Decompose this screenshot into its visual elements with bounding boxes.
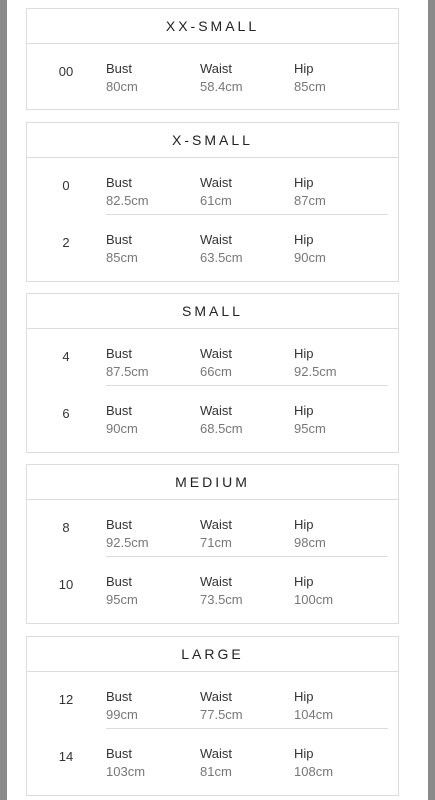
waist-measure bbox=[200, 345, 232, 381]
size-code: 8 bbox=[62, 520, 70, 535]
hip-measure bbox=[294, 402, 326, 438]
bust-label: Bust bbox=[106, 175, 133, 190]
bust-measure bbox=[106, 345, 149, 381]
bust-value: 92.5cm bbox=[106, 535, 149, 550]
hip-label: Hip bbox=[294, 689, 314, 704]
waist-label: Waist bbox=[200, 232, 233, 247]
hip-label: Hip bbox=[294, 61, 314, 76]
left-frame-border bbox=[0, 0, 7, 800]
waist-label: Waist bbox=[200, 746, 233, 761]
size-row bbox=[27, 500, 398, 557]
bust-measure bbox=[106, 573, 138, 609]
waist-value: 66cm bbox=[200, 364, 232, 379]
waist-value: 58.4cm bbox=[200, 79, 243, 94]
bust-measure bbox=[106, 60, 138, 96]
bust-value: 95cm bbox=[106, 592, 138, 607]
waist-value: 61cm bbox=[200, 193, 232, 208]
bust-measure bbox=[106, 231, 138, 267]
waist-label: Waist bbox=[200, 175, 233, 190]
bust-label: Bust bbox=[106, 403, 133, 418]
waist-label: Waist bbox=[200, 61, 233, 76]
size-card-small bbox=[26, 293, 399, 453]
waist-measure bbox=[200, 174, 232, 210]
bust-measure bbox=[106, 174, 149, 210]
waist-label: Waist bbox=[200, 403, 233, 418]
size-code: 4 bbox=[62, 349, 70, 364]
size-code: 0 bbox=[62, 178, 70, 193]
size-card-x-small bbox=[26, 122, 399, 282]
hip-label: Hip bbox=[294, 346, 314, 361]
waist-label: Waist bbox=[200, 689, 233, 704]
bust-measure bbox=[106, 516, 149, 552]
bust-value: 90cm bbox=[106, 421, 138, 436]
size-row bbox=[27, 329, 398, 386]
size-row bbox=[27, 158, 398, 215]
bust-value: 103cm bbox=[106, 764, 146, 779]
size-code: 12 bbox=[58, 692, 74, 707]
waist-label: Waist bbox=[200, 574, 233, 589]
size-code: 14 bbox=[58, 749, 74, 764]
size-row bbox=[27, 44, 398, 101]
size-card-title: SMALL bbox=[27, 294, 398, 329]
size-card-title: XX-SMALL bbox=[27, 9, 398, 44]
size-code: 2 bbox=[62, 235, 70, 250]
hip-value: 85cm bbox=[294, 79, 326, 94]
waist-measure bbox=[200, 573, 243, 609]
size-row bbox=[27, 215, 398, 272]
waist-measure bbox=[200, 60, 243, 96]
hip-label: Hip bbox=[294, 175, 314, 190]
hip-label: Hip bbox=[294, 517, 314, 532]
hip-measure bbox=[294, 745, 333, 781]
bust-value: 85cm bbox=[106, 250, 138, 265]
bust-label: Bust bbox=[106, 517, 133, 532]
size-code: 6 bbox=[62, 406, 70, 421]
hip-value: 98cm bbox=[294, 535, 326, 550]
bust-measure bbox=[106, 688, 138, 724]
size-card-title: X-SMALL bbox=[27, 123, 398, 158]
size-row bbox=[27, 672, 398, 729]
waist-value: 63.5cm bbox=[200, 250, 243, 265]
hip-value: 90cm bbox=[294, 250, 326, 265]
bust-label: Bust bbox=[106, 61, 133, 76]
bust-label: Bust bbox=[106, 574, 133, 589]
bust-label: Bust bbox=[106, 689, 133, 704]
hip-value: 108cm bbox=[294, 764, 334, 779]
bust-measure bbox=[106, 745, 145, 781]
hip-value: 104cm bbox=[294, 707, 334, 722]
waist-value: 73.5cm bbox=[200, 592, 243, 607]
bust-label: Bust bbox=[106, 346, 133, 361]
hip-measure bbox=[294, 60, 326, 96]
bust-value: 99cm bbox=[106, 707, 138, 722]
bust-measure bbox=[106, 402, 138, 438]
hip-value: 100cm bbox=[294, 592, 334, 607]
waist-measure bbox=[200, 745, 232, 781]
hip-label: Hip bbox=[294, 574, 314, 589]
size-card-title: MEDIUM bbox=[27, 465, 398, 500]
waist-label: Waist bbox=[200, 517, 233, 532]
hip-value: 95cm bbox=[294, 421, 326, 436]
waist-measure bbox=[200, 688, 243, 724]
size-chart-sheet bbox=[7, 0, 428, 800]
bust-label: Bust bbox=[106, 232, 133, 247]
waist-measure bbox=[200, 516, 232, 552]
bust-value: 87.5cm bbox=[106, 364, 149, 379]
waist-value: 77.5cm bbox=[200, 707, 243, 722]
waist-value: 71cm bbox=[200, 535, 232, 550]
bust-value: 82.5cm bbox=[106, 193, 149, 208]
waist-measure bbox=[200, 231, 243, 267]
size-card-xx-small bbox=[26, 8, 399, 110]
hip-measure bbox=[294, 516, 326, 552]
hip-measure bbox=[294, 573, 333, 609]
bust-label: Bust bbox=[106, 746, 133, 761]
bust-value: 80cm bbox=[106, 79, 138, 94]
hip-measure bbox=[294, 345, 337, 381]
size-row bbox=[27, 729, 398, 786]
waist-label: Waist bbox=[200, 346, 233, 361]
size-code: 10 bbox=[58, 577, 74, 592]
size-card-title: LARGE bbox=[27, 637, 398, 672]
size-row bbox=[27, 386, 398, 443]
hip-label: Hip bbox=[294, 232, 314, 247]
hip-measure bbox=[294, 231, 326, 267]
size-card-large bbox=[26, 636, 399, 796]
waist-value: 81cm bbox=[200, 764, 232, 779]
size-row bbox=[27, 557, 398, 614]
waist-measure bbox=[200, 402, 243, 438]
hip-value: 87cm bbox=[294, 193, 326, 208]
right-frame-border bbox=[428, 0, 435, 800]
size-card-medium bbox=[26, 464, 399, 624]
waist-value: 68.5cm bbox=[200, 421, 243, 436]
hip-measure bbox=[294, 174, 326, 210]
size-code: 00 bbox=[58, 64, 74, 79]
hip-value: 92.5cm bbox=[294, 364, 337, 379]
hip-label: Hip bbox=[294, 746, 314, 761]
hip-measure bbox=[294, 688, 333, 724]
hip-label: Hip bbox=[294, 403, 314, 418]
